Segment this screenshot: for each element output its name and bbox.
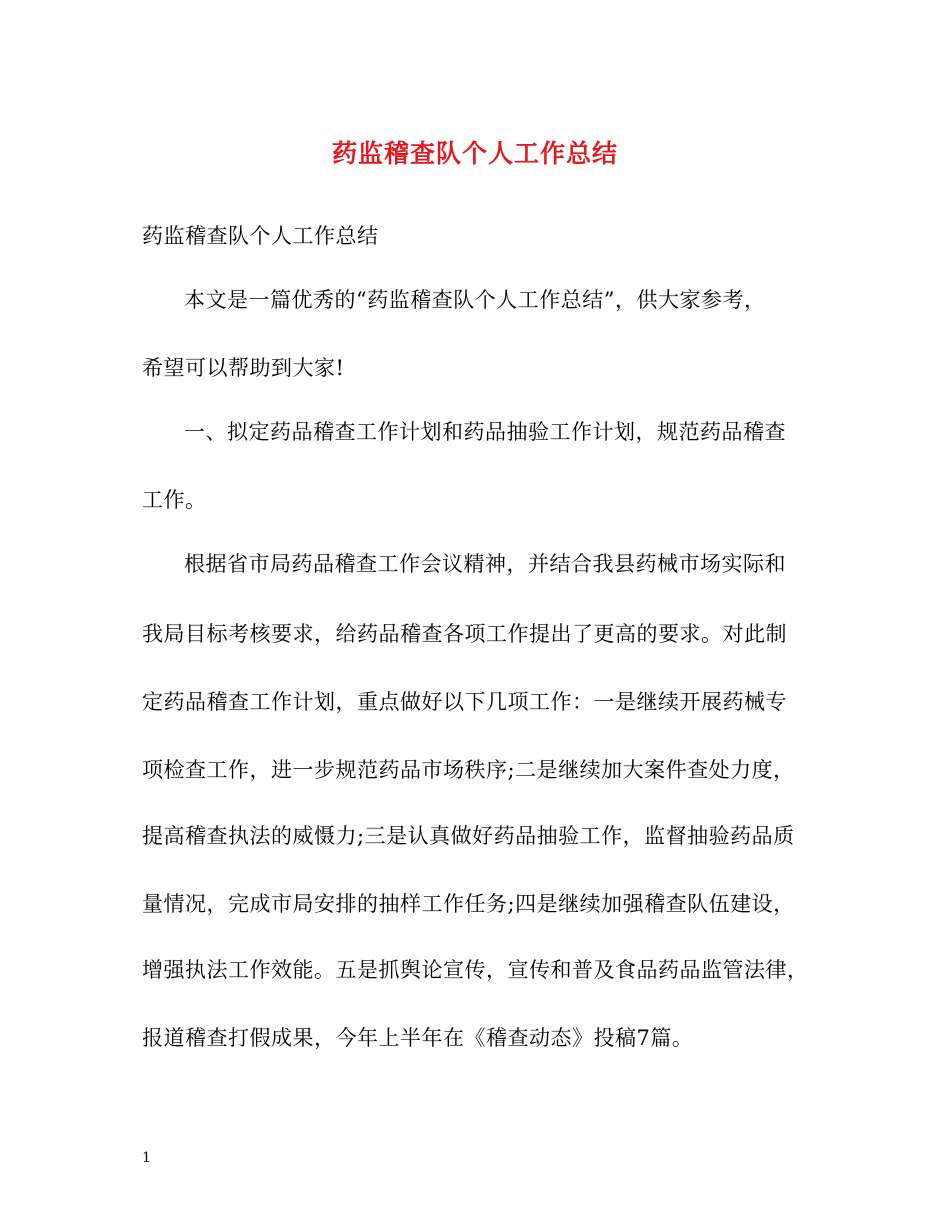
paragraph-line: 希望可以帮助到大家! xyxy=(142,356,345,380)
paragraph-line: 项检查工作，进一步规范药品市场秩序;二是继续加大案件查处力度， xyxy=(142,758,795,782)
section-heading-line: 工作。 xyxy=(142,488,207,512)
paragraph-line: 量情况，完成市局安排的抽样工作任务;四是继续加强稽查队伍建设， xyxy=(142,892,795,916)
paragraph-line: 根据省市局药品稽查工作会议精神，并结合我县药械市场实际和 xyxy=(184,552,786,576)
paragraph-line: 提高稽查执法的威慑力;三是认真做好药品抽验工作，监督抽验药品质 xyxy=(142,824,795,848)
paragraph-line: 报道稽查打假成果，今年上半年在《稽查动态》投稿7篇。 xyxy=(142,1026,694,1050)
paragraph-line: 我局目标考核要求，给药品稽查各项工作提出了更高的要求。对此制 xyxy=(142,622,787,646)
document-title: 药监稽查队个人工作总结 xyxy=(331,139,618,168)
document-subtitle: 药监稽查队个人工作总结 xyxy=(142,224,379,248)
page-number: 1 xyxy=(142,1150,151,1166)
paragraph-line: 本文是一篇优秀的“药监稽查队个人工作总结”，供大家参考， xyxy=(184,288,766,312)
paragraph-line: 定药品稽查工作计划，重点做好以下几项工作：一是继续开展药械专 xyxy=(142,690,787,714)
section-heading-line: 一、拟定药品稽查工作计划和药品抽验工作计划，规范药品稽查 xyxy=(184,420,786,444)
paragraph-line: 增强执法工作效能。五是抓舆论宣传，宣传和普及食品药品监管法律， xyxy=(142,958,809,982)
